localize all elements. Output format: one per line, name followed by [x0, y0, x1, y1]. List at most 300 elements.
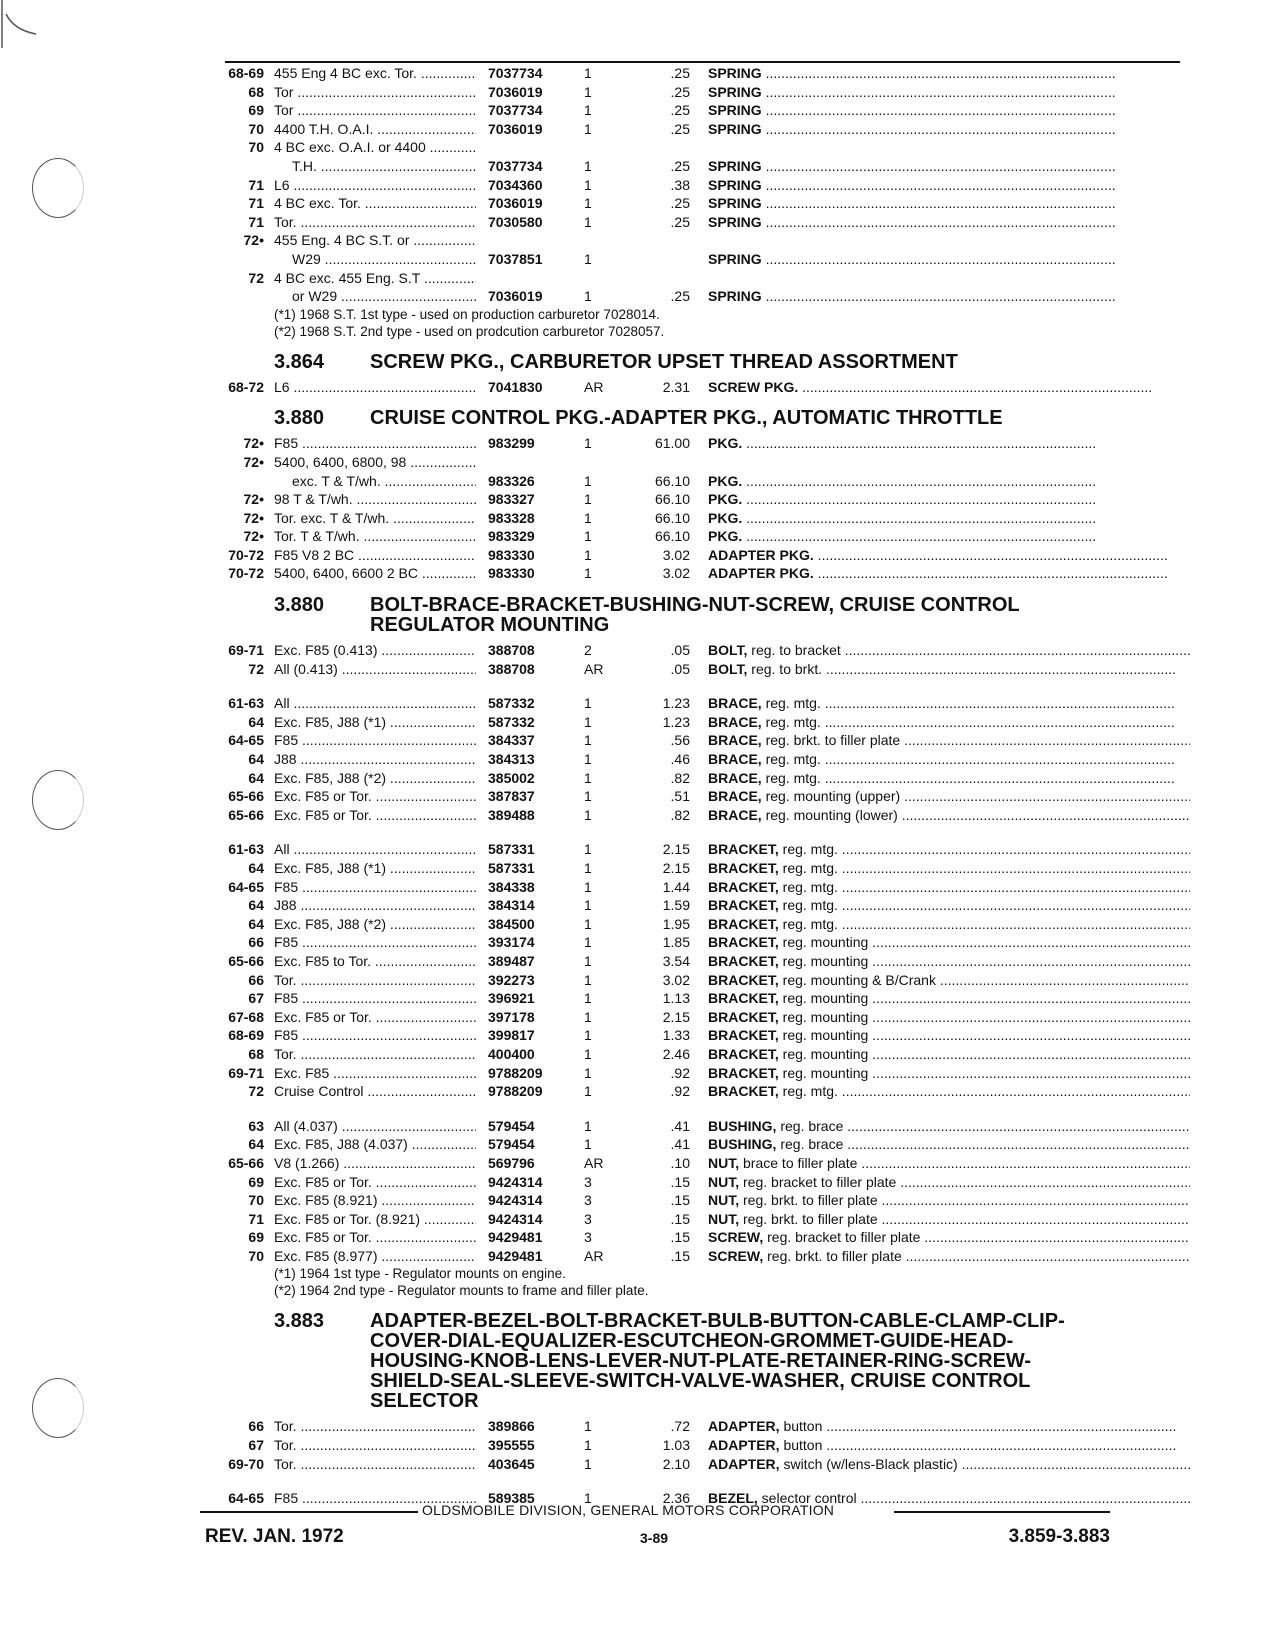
part-row: [200, 1210, 1190, 1229]
part-number: 983328: [488, 509, 535, 526]
part-name: SCREW,: [708, 1229, 764, 1246]
part-detail: reg. bracket to filler plate: [743, 1173, 897, 1190]
part-row: [200, 750, 1190, 769]
quantity: 1: [584, 65, 592, 81]
application: Tor. T & T/wh. .....: [274, 527, 476, 546]
part-name: PKG.: [708, 528, 743, 545]
application: Tor. exc. T & T/wh. .....: [274, 509, 476, 528]
part-number: 388708: [488, 660, 535, 677]
binder-hole-middle: [32, 770, 84, 830]
application: exc. T & T/wh. .....: [292, 472, 476, 491]
model-year: 64-65: [228, 732, 264, 749]
part-row: [200, 1026, 1190, 1045]
price: .25: [670, 83, 690, 100]
application: Exc. F85 or Tor. .....: [274, 1228, 476, 1247]
part-number: 7037734: [488, 65, 543, 81]
price: 1.44: [662, 878, 690, 895]
part-name-cell: [708, 1436, 1190, 1455]
part-name: BRACKET,: [708, 1064, 779, 1081]
part-detail: reg. mtg.: [765, 713, 821, 730]
parts-catalog: [200, 64, 1190, 1508]
part-number: 7036019: [488, 120, 543, 137]
part-name-cell: [708, 1417, 1190, 1436]
part-name: PKG.: [708, 491, 743, 508]
part-name-cell: [708, 660, 1190, 679]
part-detail: reg. mounting: [782, 1045, 869, 1062]
part-row: [200, 509, 1190, 528]
price: .10: [670, 1154, 690, 1171]
part-number: 983299: [488, 435, 535, 452]
quantity: 1: [584, 491, 592, 508]
quantity: 1: [584, 971, 592, 988]
part-name: BRACE,: [708, 732, 762, 749]
part-name-cell: [708, 1045, 1190, 1064]
application: Exc. F85 or Tor. .....: [274, 1173, 476, 1192]
part-row: [200, 896, 1190, 915]
part-number: 9429481: [488, 1247, 543, 1264]
part-detail: reg. mounting: [782, 1064, 869, 1081]
price: 1.03: [662, 1437, 690, 1454]
part-row: [200, 1417, 1190, 1436]
price: .05: [670, 660, 690, 677]
binder-hole-top: [32, 158, 84, 218]
price: .38: [670, 176, 690, 193]
row-spacer: [200, 678, 1190, 694]
footnote: (*1) 1964 1st type - Regulator mounts on engine.: [274, 1266, 566, 1282]
top-rule: [225, 61, 1180, 63]
part-name: BUSHING,: [708, 1136, 777, 1153]
price: .15: [670, 1192, 690, 1209]
quantity: 1: [584, 934, 592, 951]
quantity: 1: [584, 1490, 592, 1507]
part-name-cell: [708, 546, 1190, 565]
part-row: [200, 878, 1190, 897]
model-year: 67-68: [228, 1008, 264, 1025]
price: 3.54: [662, 952, 690, 969]
part-name-cell: [708, 527, 1190, 546]
part-name-cell: [708, 769, 1190, 788]
page-footer: [200, 1500, 1110, 1556]
model-year: 71: [248, 213, 264, 230]
part-detail: reg. mtg.: [782, 897, 838, 914]
part-detail: reg. mtg.: [765, 751, 821, 768]
part-row: [200, 1117, 1190, 1136]
part-row: [200, 694, 1190, 713]
model-year: 64-65: [228, 1490, 264, 1507]
quantity: 1: [584, 288, 592, 305]
row-spacer: [200, 1101, 1190, 1117]
part-name: SPRING: [708, 65, 762, 81]
model-year: 71: [248, 195, 264, 212]
section-title: BOLT-BRACE-BRACKET-BUSHING-NUT-SCREW, CRUISE CONTROL REGULATOR MOUNTING: [370, 594, 1020, 637]
part-number: 387837: [488, 788, 535, 805]
quantity: 1: [584, 1437, 592, 1454]
section-heading: [200, 1299, 1190, 1417]
part-number: 589385: [488, 1490, 535, 1507]
application: Exc. F85 (8.921) .....: [274, 1191, 476, 1210]
model-year: 70: [248, 120, 264, 137]
application: F85 .....: [274, 731, 476, 750]
part-name-cell: [708, 933, 1190, 952]
application: Cruise Control .....: [274, 1082, 476, 1101]
part-name: ADAPTER,: [708, 1437, 780, 1454]
price: 2.15: [662, 841, 690, 858]
part-detail: reg. mounting: [782, 990, 869, 1007]
part-number: 7036019: [488, 195, 543, 212]
model-year: 64: [248, 860, 264, 876]
part-name-cell: [708, 1008, 1190, 1027]
section-number: 3.880: [274, 407, 325, 430]
part-detail: reg. mounting: [782, 1008, 869, 1025]
quantity: 1: [584, 841, 592, 858]
model-year: 64: [248, 1136, 264, 1153]
model-year: 72: [248, 1083, 264, 1100]
part-detail: reg. brkt. to filler plate: [743, 1192, 878, 1209]
application: Exc. F85 .....: [274, 1064, 476, 1083]
part-detail: reg. mtg.: [765, 769, 821, 786]
part-name: PKG.: [708, 509, 743, 526]
part-name-cell: [708, 1247, 1190, 1266]
quantity: 1: [584, 509, 592, 526]
part-number: 569796: [488, 1154, 535, 1171]
application: T.H. .....: [292, 157, 476, 176]
part-name-cell: [708, 1228, 1190, 1247]
price: 1.59: [662, 897, 690, 914]
part-number: 9424314: [488, 1192, 543, 1209]
part-row: [200, 231, 1190, 250]
part-row: [200, 527, 1190, 546]
price: .92: [670, 1064, 690, 1081]
part-detail: reg. mtg.: [782, 841, 838, 858]
part-number: 7037734: [488, 102, 543, 119]
part-name-cell: [708, 1117, 1190, 1136]
part-name-cell: [708, 564, 1190, 583]
part-detail: reg. mtg.: [782, 915, 838, 932]
part-row: [200, 157, 1190, 176]
part-number: 384500: [488, 915, 535, 932]
part-row: [200, 1436, 1190, 1455]
part-number: 9424314: [488, 1210, 543, 1227]
quantity: 1: [584, 788, 592, 805]
part-row: [200, 64, 1190, 83]
application: Exc. F85, J88 (4.037) .....: [274, 1135, 476, 1154]
section-number: 3.883: [274, 1310, 325, 1333]
part-number: 983330: [488, 546, 535, 563]
binder-holes: [0, 0, 100, 1647]
part-name-cell: [708, 157, 1190, 176]
part-number: 400400: [488, 1045, 535, 1062]
part-row: [200, 472, 1190, 491]
part-row: [200, 176, 1190, 195]
part-name-cell: [708, 840, 1190, 859]
part-number: 7037734: [488, 157, 543, 174]
model-year: 65-66: [228, 1154, 264, 1171]
part-row: [200, 806, 1190, 825]
part-name: ADAPTER,: [708, 1455, 780, 1472]
application: 4400 T.H. O.A.I. .....: [274, 120, 476, 139]
part-number: 9788209: [488, 1064, 543, 1081]
part-name: NUT,: [708, 1210, 740, 1227]
section-heading: [200, 396, 1190, 434]
quantity: 1: [584, 176, 592, 193]
model-year: 72•: [243, 232, 264, 249]
application: All (4.037) .....: [274, 1117, 476, 1136]
part-row: [200, 453, 1190, 472]
footer-division: OLDSMOBILE DIVISION, GENERAL MOTORS CORPORATION: [422, 1502, 835, 1518]
model-year: 64: [248, 897, 264, 914]
application: Exc. F85 (8.977) .....: [274, 1247, 476, 1266]
model-year: 64: [248, 751, 264, 768]
application: Exc. F85, J88 (*2) .....: [274, 769, 476, 788]
part-name-cell: [708, 194, 1190, 213]
model-year: 68: [248, 83, 264, 100]
part-detail: reg. mounting: [782, 1027, 869, 1044]
part-name-cell: [708, 434, 1190, 453]
price: 1.85: [662, 934, 690, 951]
model-year: 68: [248, 1045, 264, 1062]
price: 2.31: [662, 378, 690, 395]
part-name: NUT,: [708, 1192, 740, 1209]
part-row: [200, 840, 1190, 859]
part-detail: reg. mtg.: [782, 1083, 838, 1100]
part-name: BRACKET,: [708, 990, 779, 1007]
price: 1.13: [662, 990, 690, 1007]
application: Exc. F85 or Tor. .....: [274, 787, 476, 806]
quantity: 1: [584, 897, 592, 914]
price: 66.10: [654, 472, 690, 489]
part-number: 587332: [488, 695, 535, 712]
price: .46: [670, 751, 690, 768]
part-row: [200, 213, 1190, 232]
part-number: 983327: [488, 491, 535, 508]
quantity: 2: [584, 642, 592, 659]
part-name: BEZEL,: [708, 1490, 758, 1507]
application: J88 .....: [274, 750, 476, 769]
part-row: [200, 1191, 1190, 1210]
part-name-cell: [708, 694, 1190, 713]
price: 66.10: [654, 491, 690, 508]
part-name-cell: [708, 989, 1190, 1008]
model-year: 69-71: [228, 1064, 264, 1081]
quantity: 1: [584, 915, 592, 932]
part-name-cell: [708, 1154, 1190, 1173]
part-row: [200, 564, 1190, 583]
part-name-cell: [708, 176, 1190, 195]
model-year: 70: [248, 139, 264, 156]
quantity: 3: [584, 1210, 592, 1227]
part-name: SPRING: [708, 83, 762, 100]
price: 2.15: [662, 860, 690, 876]
part-name-cell: [708, 101, 1190, 120]
quantity: 1: [584, 546, 592, 563]
part-name: PKG.: [708, 472, 743, 489]
quantity: AR: [584, 378, 604, 395]
revision-date: REV. JAN. 1972: [205, 1526, 344, 1547]
price: .25: [670, 288, 690, 305]
price: .56: [670, 732, 690, 749]
price: 1.95: [662, 915, 690, 932]
price: .51: [670, 788, 690, 805]
part-name: BRACE,: [708, 769, 762, 786]
part-detail: reg. brkt. to filler plate: [767, 1247, 902, 1264]
price: 3.02: [662, 546, 690, 563]
part-number: 9429481: [488, 1229, 543, 1246]
model-year: 64: [248, 769, 264, 786]
price: 1.33: [662, 1027, 690, 1044]
model-year: 61-63: [228, 695, 264, 712]
price: .25: [670, 65, 690, 81]
part-name: SPRING: [708, 213, 762, 230]
part-number: 579454: [488, 1136, 535, 1153]
part-number: 397178: [488, 1008, 535, 1025]
part-name-cell: [708, 971, 1190, 990]
section-title: CRUISE CONTROL PKG.-ADAPTER PKG., AUTOMATIC THROTTLE: [370, 407, 1003, 430]
price: .41: [670, 1136, 690, 1153]
price: .15: [670, 1173, 690, 1190]
part-name: SPRING: [708, 102, 762, 119]
part-name: BRACKET,: [708, 860, 779, 876]
part-name: BRACKET,: [708, 915, 779, 932]
model-year: 68-69: [228, 65, 264, 81]
part-name: SPRING: [708, 195, 762, 212]
part-name: ADAPTER PKG.: [708, 546, 814, 563]
footnote: (*2) 1964 2nd type - Regulator mounts to frame and filler plate.: [274, 1283, 649, 1299]
quantity: AR: [584, 660, 604, 677]
application: 5400, 6400, 6800, 98 .....: [274, 453, 476, 472]
catalog-group: [200, 396, 1190, 583]
quantity: 1: [584, 435, 592, 452]
quantity: 1: [584, 1008, 592, 1025]
price: 66.10: [654, 509, 690, 526]
quantity: 1: [584, 1027, 592, 1044]
part-name-cell: [708, 490, 1190, 509]
price: .05: [670, 642, 690, 659]
part-detail: reg. mounting: [782, 952, 869, 969]
part-name-cell: [708, 915, 1190, 934]
model-year: 72•: [243, 491, 264, 508]
part-row: [200, 1135, 1190, 1154]
part-name: BRACKET,: [708, 934, 779, 951]
application: Tor. .....: [274, 1436, 476, 1455]
quantity: 1: [584, 695, 592, 712]
model-year: 70-72: [228, 546, 264, 563]
part-row: [200, 1064, 1190, 1083]
model-year: 70: [248, 1247, 264, 1264]
part-row: [200, 1247, 1190, 1266]
application: Tor. .....: [274, 1417, 476, 1436]
part-row: [200, 83, 1190, 102]
price: .15: [670, 1210, 690, 1227]
model-year: 69: [248, 1173, 264, 1190]
part-row: [200, 250, 1190, 269]
part-number: 9788209: [488, 1083, 543, 1100]
model-year: 65-66: [228, 806, 264, 823]
price: .25: [670, 213, 690, 230]
part-name-cell: [708, 1173, 1190, 1192]
part-detail: reg. mounting: [782, 934, 869, 951]
model-year: 72•: [243, 509, 264, 526]
part-detail: switch (w/lens-Black plastic): [783, 1455, 958, 1472]
part-number: 389866: [488, 1418, 535, 1435]
part-row: [200, 269, 1190, 288]
part-name-cell: [708, 806, 1190, 825]
model-year: 72•: [243, 453, 264, 470]
model-year: 68-72: [228, 378, 264, 395]
application: Exc. F85 to Tor. .....: [274, 952, 476, 971]
part-number: 7037851: [488, 250, 543, 267]
model-year: 70: [248, 1192, 264, 1209]
part-name: SPRING: [708, 288, 762, 305]
quantity: 1: [584, 1418, 592, 1435]
part-number: 384337: [488, 732, 535, 749]
price: .82: [670, 806, 690, 823]
part-number: 9424314: [488, 1173, 543, 1190]
part-row: [200, 378, 1190, 397]
model-year: 66: [248, 971, 264, 988]
application: Exc. F85 or Tor. (8.921) .....: [274, 1210, 476, 1229]
model-year: 69-70: [228, 1455, 264, 1472]
part-row: [200, 194, 1190, 213]
part-name-cell: [708, 641, 1190, 660]
part-detail: button: [783, 1418, 823, 1435]
part-number: 7034360: [488, 176, 543, 193]
part-name-cell: [708, 878, 1190, 897]
part-name-cell: [708, 64, 1190, 83]
part-name: SPRING: [708, 157, 762, 174]
model-year: 70-72: [228, 565, 264, 582]
row-spacer: [200, 1473, 1190, 1489]
price: .41: [670, 1117, 690, 1134]
part-detail: reg. brkt. to filler plate: [765, 732, 901, 749]
part-detail: reg. mtg.: [765, 695, 821, 712]
part-number: 393174: [488, 934, 535, 951]
application: F85 .....: [274, 1026, 476, 1045]
application: Tor .....: [274, 101, 476, 120]
part-name-cell: [708, 287, 1190, 306]
application: Exc. F85 or Tor. .....: [274, 806, 476, 825]
part-number: 396921: [488, 990, 535, 1007]
application: Tor. .....: [274, 213, 476, 232]
application: 455 Eng 4 BC exc. Tor. .....: [274, 64, 476, 83]
part-number: 587331: [488, 841, 535, 858]
part-name: SCREW PKG.: [708, 378, 799, 395]
part-number: 399817: [488, 1027, 535, 1044]
part-row: [200, 769, 1190, 788]
part-name: PKG.: [708, 435, 743, 452]
part-row: [200, 952, 1190, 971]
part-name: BRACE,: [708, 788, 762, 805]
application: All .....: [274, 840, 476, 859]
part-row: [200, 1455, 1190, 1474]
part-name: ADAPTER,: [708, 1418, 780, 1435]
model-year: 66: [248, 1418, 264, 1435]
page-number: 3-89: [640, 1530, 669, 1546]
application: F85 .....: [274, 878, 476, 897]
part-row: [200, 859, 1190, 878]
application: Exc. F85, J88 (*1) .....: [274, 859, 476, 878]
quantity: 1: [584, 990, 592, 1007]
part-name: BRACKET,: [708, 971, 779, 988]
price: 2.46: [662, 1045, 690, 1062]
quantity: 1: [584, 713, 592, 730]
quantity: 1: [584, 213, 592, 230]
part-name: SCREW,: [708, 1247, 764, 1264]
part-name: BRACE,: [708, 751, 762, 768]
application: All (0.413) .....: [274, 660, 476, 679]
section-title: SCREW PKG., CARBURETOR UPSET THREAD ASSORTMENT: [370, 350, 958, 373]
model-year: 65-66: [228, 788, 264, 805]
application: F85 .....: [274, 933, 476, 952]
